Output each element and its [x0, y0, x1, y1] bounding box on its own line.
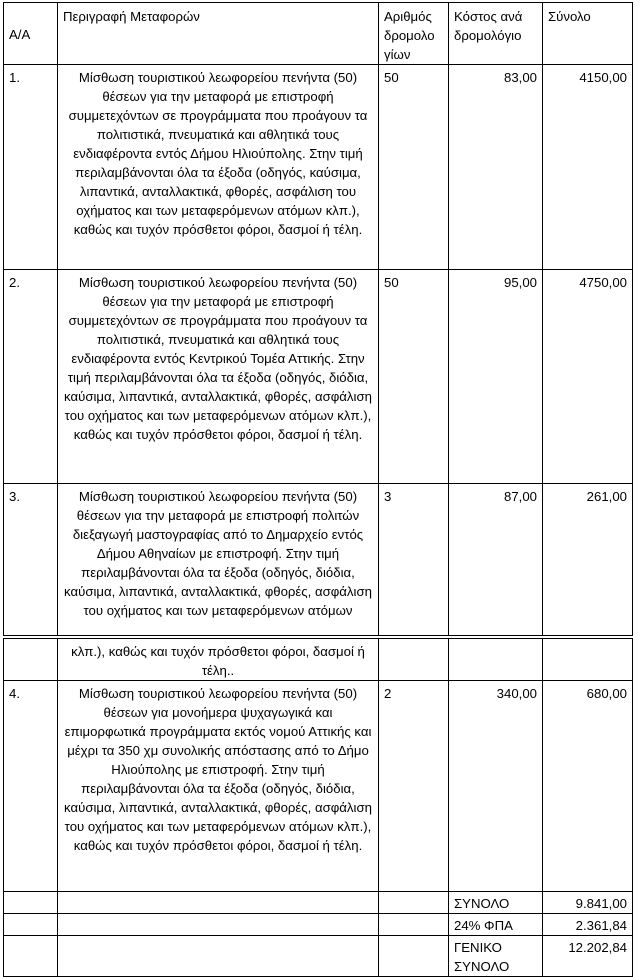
row-cost: 87,00: [449, 484, 543, 636]
row-cost: 340,00: [449, 681, 543, 892]
header-row: [4, 3, 633, 65]
table-row: [4, 270, 633, 484]
row-cost-empty: [449, 639, 543, 681]
vat-label: 24% ΦΠΑ: [449, 914, 543, 936]
vat-value: 2.361,84: [543, 914, 633, 936]
row-number: 2.: [4, 270, 58, 484]
row-number-empty: [4, 639, 58, 681]
row-total: 261,00: [543, 484, 633, 636]
grand-total-label: ΓΕΝΙΚΟ ΣΥΝΟΛΟ: [449, 936, 543, 977]
table-row: [4, 484, 633, 636]
vat-row: [4, 914, 633, 936]
row-total: 680,00: [543, 681, 633, 892]
row-number: 3.: [4, 484, 58, 636]
transport-cost-table: [3, 2, 633, 977]
row-cost: 95,00: [449, 270, 543, 484]
subtotal-label: ΣΥΝΟΛΟ: [449, 892, 543, 914]
header-total: Σύνολο: [543, 3, 633, 65]
header-routes: Αριθμός δρομολο γίων: [379, 3, 449, 65]
row-cost: 83,00: [449, 65, 543, 270]
row-description: Μίσθωση τουριστικού λεωφορείου πενήντα (50) θέσεων για την μεταφορά με επιστροφή συμμετεχόντων σε προγράμματα που προάγουν τα πολιτιστικά, πνευματικά και αθλητικά τους ενδιαφέροντα εντός Κεντρικού Τομέα Αττικής. Στην τιμή περιλαμβάνονται όλα τα έξοδα (οδηγός, διόδια, καύσιμα, λιπαντικά, ανταλλακτικά, φθορές, ασφάλιση του οχήματος και των μεταφερόμενων ατόμων κλπ.), καθώς και τυχόν πρόσθετοι φόροι, δασμοί ή τέλη.: [58, 270, 379, 484]
row-description: Μίσθωση τουριστικού λεωφορείου πενήντα (50) θέσεων για την μεταφορά με επιστροφή συμμετεχόντων σε προγράμματα που προάγουν τα πολιτιστικά, πνευματικά και αθλητικά τους ενδιαφέροντα εντός Δήμου Ηλιούπολης. Στην τιμή περιλαμβάνονται όλα τα έξοδα (οδηγός, καύσιμα, λιπαντικά, ανταλλακτικά, φθορές, ασφάλιση του οχήματος και των μεταφερόμενων ατόμων κλπ.), καθώς και τυχόν πρόσθετοι φόροι, δασμοί ή τέλη.: [58, 65, 379, 270]
row-number: 1.: [4, 65, 58, 270]
row-description-continued: κλπ.), καθώς και τυχόν πρόσθετοι φόροι, δασμοί ή τέλη..: [58, 639, 379, 681]
row-total: 4150,00: [543, 65, 633, 270]
row-number: 4.: [4, 681, 58, 892]
header-description: Περιγραφή Μεταφορών: [58, 3, 379, 65]
row-routes: 3: [379, 484, 449, 636]
subtotal-value: 9.841,00: [543, 892, 633, 914]
row-total: 4750,00: [543, 270, 633, 484]
row-routes-empty: [379, 639, 449, 681]
header-aa: Α/Α: [4, 3, 58, 65]
table-row: [4, 65, 633, 270]
grand-total-row: [4, 936, 633, 977]
subtotal-row: [4, 892, 633, 914]
row-routes: 2: [379, 681, 449, 892]
row-description: Μίσθωση τουριστικού λεωφορείου πενήντα (50) θέσεων για μονοήμερα ψυχαγωγικά και επιμορφωτικά προγράμματα εκτός νομού Αττικής και μέχρι τα 350 χμ συνολικής απόστασης από το Δήμο Ηλιούπολης με επιστροφή. Στην τιμή περιλαμβάνονται όλα τα έξοδα (οδηγός, διόδια, καύσιμα, λιπαντικά, ανταλλακτικά, φθορές, ασφάλιση του οχήματος και των μεταφερόμενων ατόμων κλπ.), καθώς και τυχόν πρόσθετοι φόροι, δασμοί ή τέλη.: [58, 681, 379, 892]
table-row-continued: [4, 639, 633, 681]
row-routes: 50: [379, 270, 449, 484]
row-routes: 50: [379, 65, 449, 270]
grand-total-value: 12.202,84: [543, 936, 633, 977]
row-total-empty: [543, 639, 633, 681]
header-cost-per-route: Κόστος ανά δρομολόγιο: [449, 3, 543, 65]
table-row: [4, 681, 633, 892]
row-description: Μίσθωση τουριστικού λεωφορείου πενήντα (50) θέσεων για την μεταφορά με επιστροφή πολιτών διεξαγωγή μαστογραφίας από το Δημαρχείο εντός Δήμου Αθηναίων με επιστροφή. Στην τιμή περιλαμβάνονται όλα τα έξοδα (οδηγός, διόδια, καύσιμα, λιπαντικά, ανταλλακτικά, φθορές, ασφάλιση του οχήματος και των μεταφερόμενων ατόμων: [58, 484, 379, 636]
